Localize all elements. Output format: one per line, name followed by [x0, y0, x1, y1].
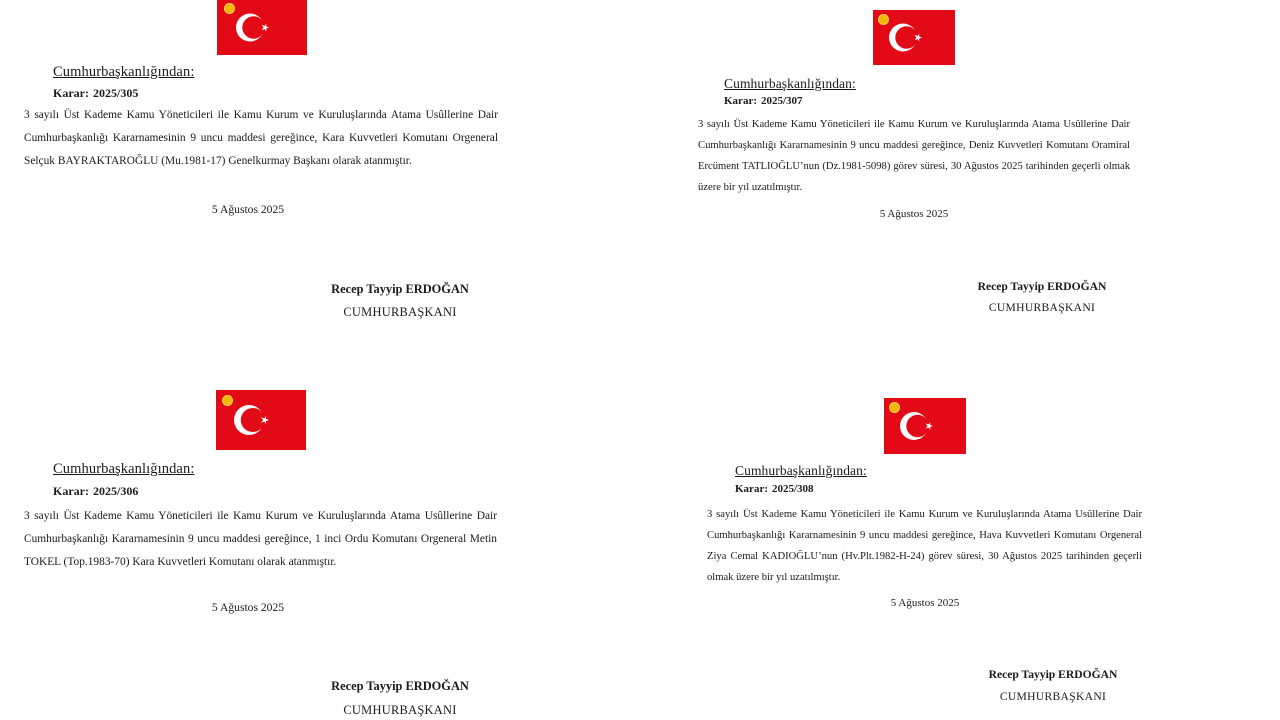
- signer-title: CUMHURBAŞKANI: [343, 305, 457, 319]
- issuing-authority: Cumhurbaşkanlığından:: [53, 64, 195, 80]
- presidential-emblem-icon: [890, 403, 899, 412]
- issuing-authority: Cumhurbaşkanlığından:: [724, 76, 856, 91]
- decree-number-label: Karar:: [735, 483, 768, 495]
- decree-body: 3 sayılı Üst Kademe Kamu Yöneticileri ile Kamu Kurum ve Kuruluşlarında Atama Usûllerine Dair Cumhurbaşkanlığı Kararnamesinin 9 uncu maddesi gereğince, Kara Kuvvetleri Komutanı Orgeneral Selçuk BAYRAKTAROĞLU (Mu.1981-17) Genelkurmay Başkanı olarak atanmıştır.: [24, 109, 498, 167]
- issuing-authority: Cumhurbaşkanlığından:: [735, 463, 867, 478]
- signer-name: Recep Tayyip ERDOĞAN: [988, 668, 1118, 681]
- decree-number-label: Karar:: [53, 86, 89, 100]
- signer-title: CUMHURBAŞKANI: [343, 703, 457, 717]
- decree-body: 3 sayılı Üst Kademe Kamu Yöneticileri ile Kamu Kurum ve Kuruluşlarında Atama Usûllerine Dair Cumhurbaşkanlığı Kararnamesinin 9 uncu maddesi gereğince, 1 inci Ordu Komutanı Orgeneral Metin TOKEL (Top.1983-70) Kara Kuvvetleri Komutanı olarak atanmıştır.: [24, 510, 497, 568]
- decree-number-value: 2025/308: [771, 483, 814, 495]
- decree-date: 5 Ağustos 2025: [879, 208, 949, 220]
- decree-number-value: 2025/306: [92, 484, 139, 498]
- decree-number-label: Karar:: [724, 95, 757, 107]
- decree-number-value: 2025/305: [92, 86, 139, 100]
- signer-name: Recep Tayyip ERDOĞAN: [977, 280, 1107, 293]
- decree-date: 5 Ağustos 2025: [890, 597, 960, 609]
- decree-number-label: Karar:: [53, 484, 89, 498]
- decree-body: 3 sayılı Üst Kademe Kamu Yöneticileri ile Kamu Kurum ve Kuruluşlarında Atama Usûllerine Dair Cumhurbaşkanlığı Kararnamesinin 9 uncu maddesi gereğince, Hava Kuvvetleri Komutanı Orgeneral Ziya Cemal KADIOĞLU’nun (Hv.Plt.1982-H-24) görev süresi, 30 Ağustos 2025 tarihinden geçerli olmak üzere bir yıl uzatılmıştır.: [707, 509, 1142, 583]
- decree-date: 5 Ağustos 2025: [211, 203, 285, 216]
- signer-name: Recep Tayyip ERDOĞAN: [331, 282, 469, 296]
- decree-number: [735, 483, 814, 495]
- signer-name: Recep Tayyip ERDOĞAN: [331, 679, 469, 693]
- decree-body: 3 sayılı Üst Kademe Kamu Yöneticileri ile Kamu Kurum ve Kuruluşlarında Atama Usûllerine Dair Cumhurbaşkanlığı Kararnamesinin 9 uncu maddesi gereğince, Deniz Kuvvetleri Komutanı Oramiral Ercüment TATLIOĞLU’nun (Dz.1981-5098) görev süresi, 30 Ağustos 2025 tarihinden geçerli olmak üzere bir yıl uzatılmıştır.: [698, 119, 1130, 193]
- decree-number-value: 2025/307: [760, 95, 803, 107]
- issuing-authority: Cumhurbaşkanlığından:: [53, 461, 195, 477]
- signer-title: CUMHURBAŞKANI: [999, 690, 1107, 703]
- decree-date: 5 Ağustos 2025: [211, 601, 285, 614]
- signer-title: CUMHURBAŞKANI: [988, 301, 1096, 314]
